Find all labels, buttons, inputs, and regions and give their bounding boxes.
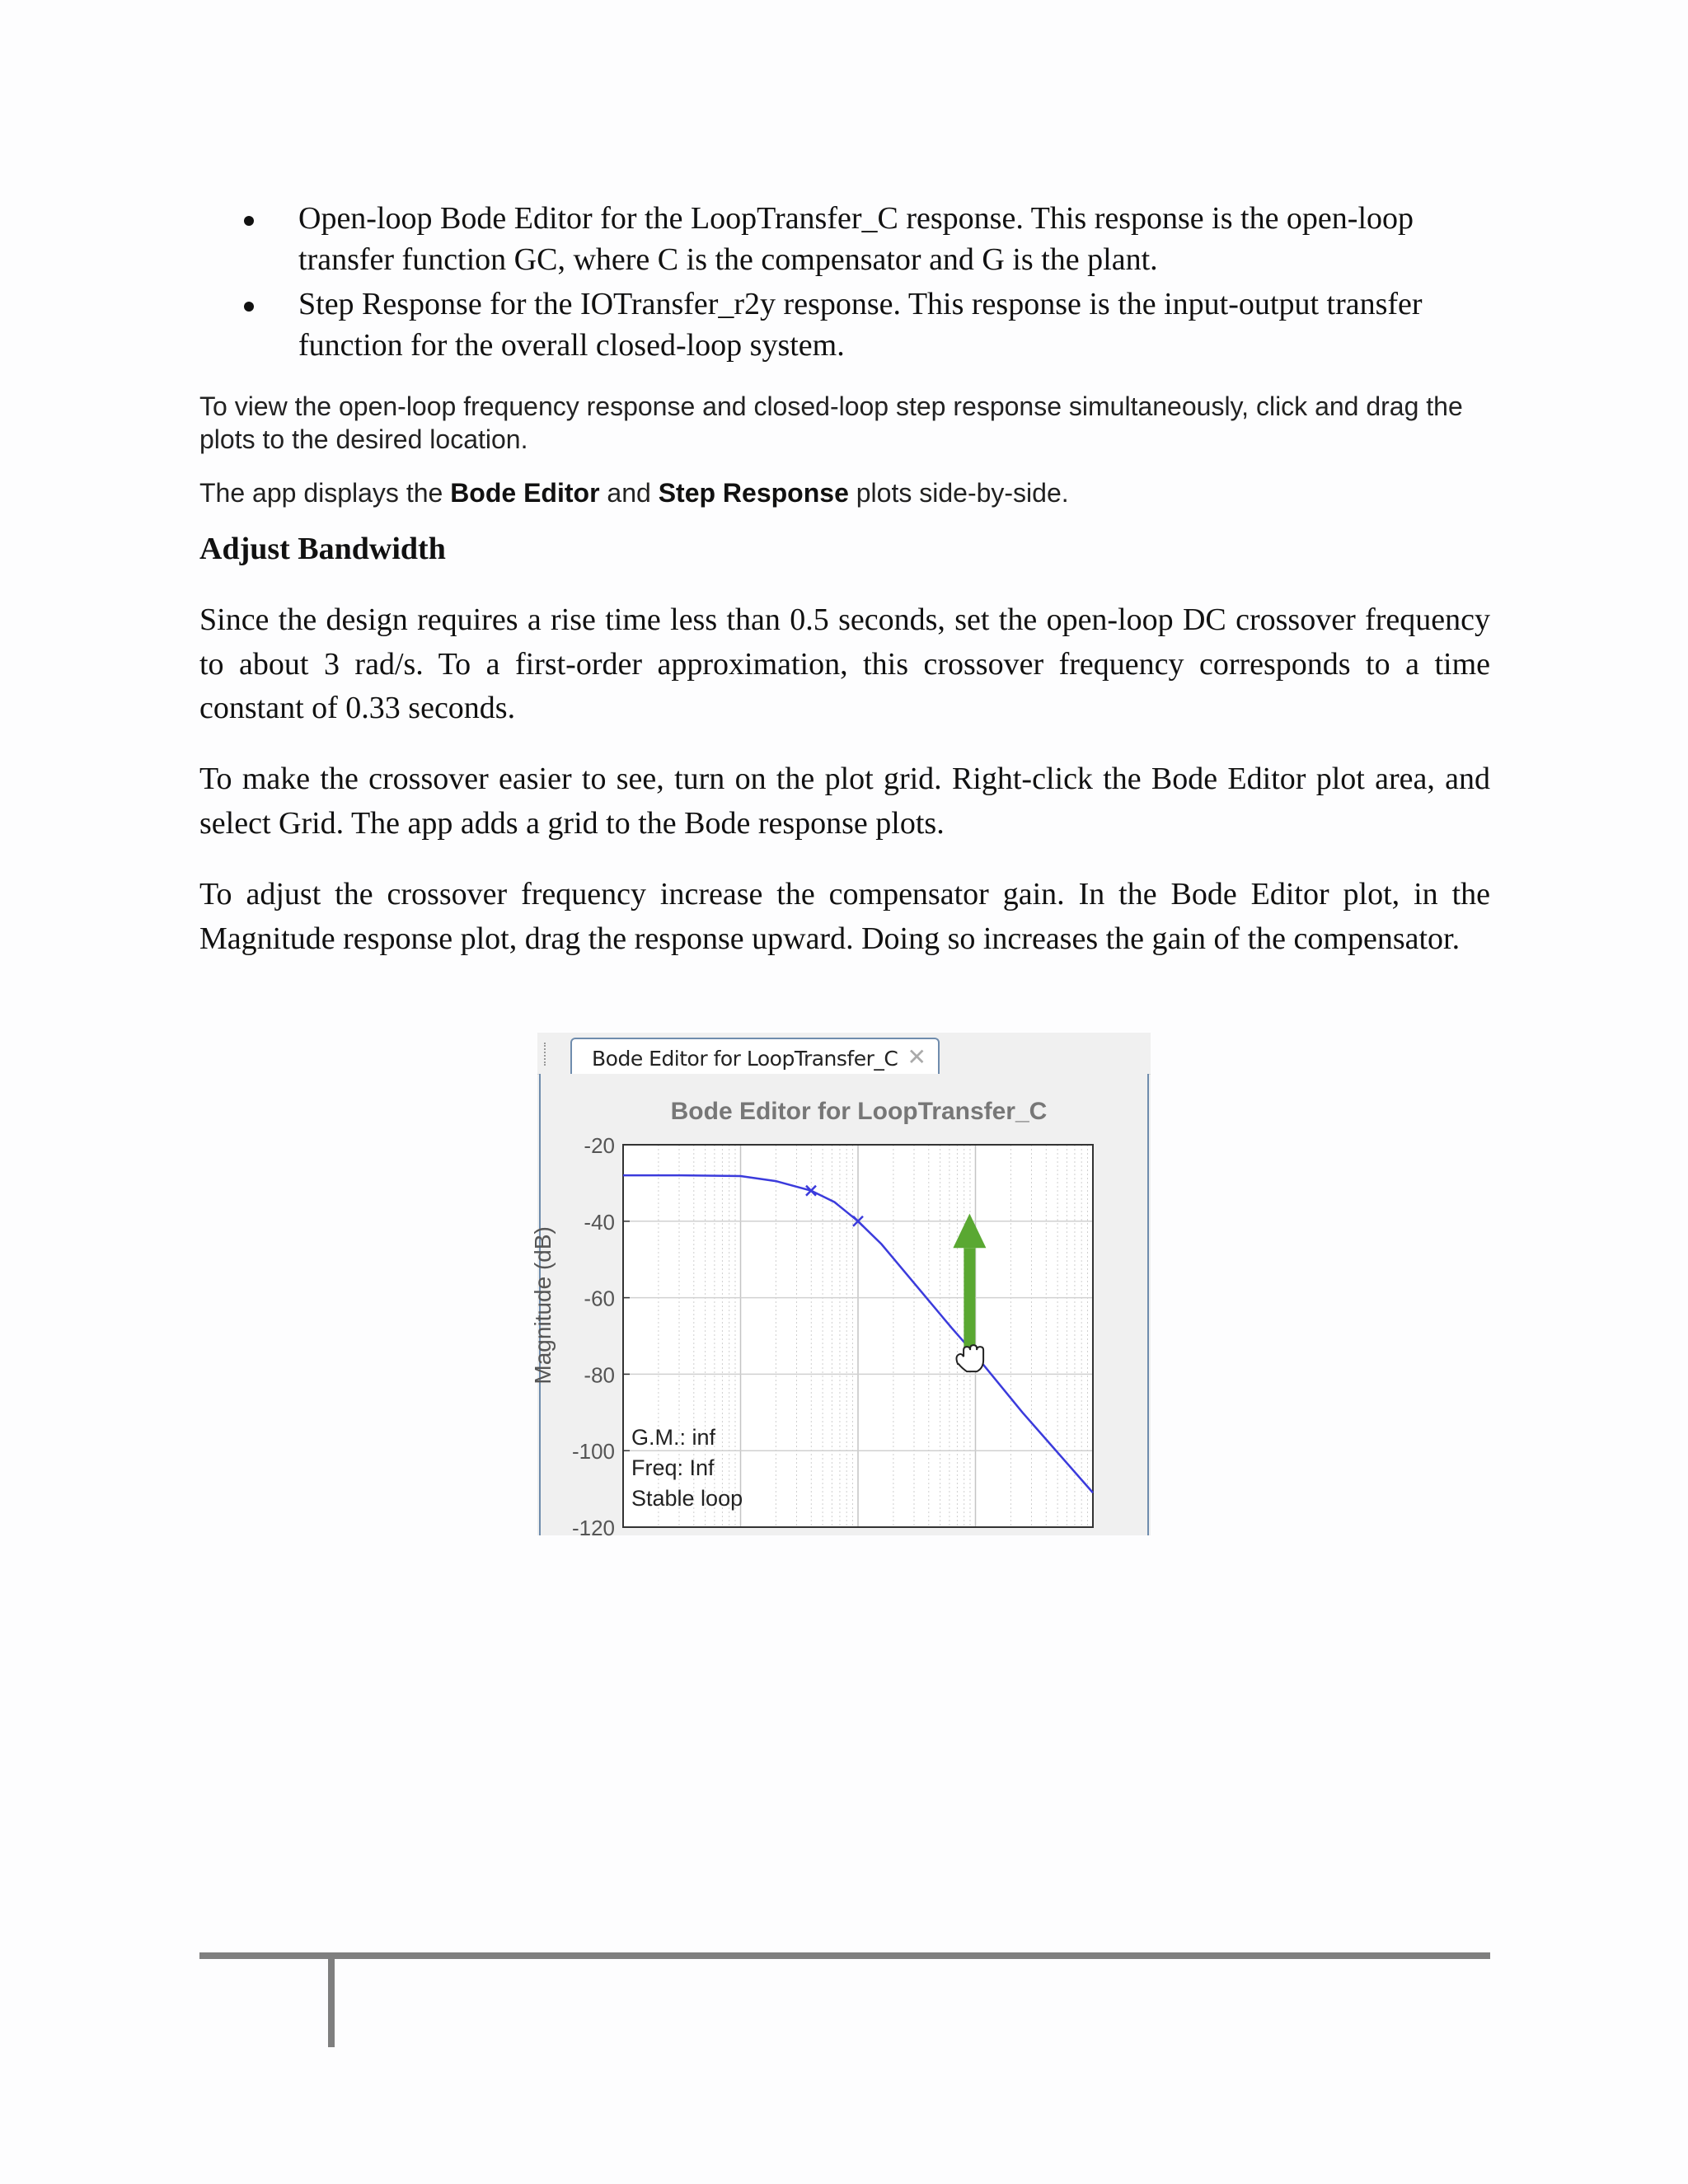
note-suffix: plots side-by-side. xyxy=(848,478,1069,508)
footer-divider xyxy=(328,1955,335,2047)
close-icon[interactable]: ✕ xyxy=(907,1043,926,1071)
paragraph-grid: To make the crossover easier to see, turn on the plot grid. Right-click the Bode Editor plot area, and select Grid. The app adds a grid to the Bode response plots. xyxy=(199,762,1490,841)
bode-plot-panel xyxy=(530,1074,1149,1540)
chart-title: Bode Editor for LoopTransfer_C xyxy=(670,1098,1048,1125)
bullet-list xyxy=(199,198,1490,369)
bode-editor-figure xyxy=(530,1033,1151,1540)
note-side-by-side xyxy=(199,476,1490,509)
paragraph-rise-time: Since the design requires a rise time less than 0.5 seconds, set the open-loop DC crossover frequency to about 3 rad/s. To a first-order approximation, this crossover frequency corresponds to a time constant of 0.33 seconds. xyxy=(199,602,1490,725)
y-tick-label: -80 xyxy=(584,1362,615,1388)
y-tick-label: -40 xyxy=(584,1209,615,1235)
y-tick-label: -120 xyxy=(571,1516,615,1540)
y-tick-labels xyxy=(572,1133,630,1540)
bullet-icon xyxy=(244,216,254,226)
y-tick-label: -60 xyxy=(584,1286,615,1311)
y-tick-label: -100 xyxy=(571,1439,615,1465)
tab-label: Bode Editor for LoopTransfer_C xyxy=(592,1047,898,1071)
note-mid: and xyxy=(599,478,659,508)
note-bold-step-response: Step Response xyxy=(658,478,849,508)
annotation-text: G.M.: inf xyxy=(631,1425,716,1451)
footer-rule xyxy=(199,1952,1490,1959)
bullet-icon xyxy=(244,302,254,312)
figure-tab-strip xyxy=(537,1033,1151,1075)
y-axis-label: Magnitude (dB) xyxy=(530,1226,556,1385)
bullet-text: Open-loop Bode Editor for the LoopTransfer_C response. This response is the open-loop transfer function GC, where C is the compensator and G is the plant. xyxy=(298,201,1414,277)
note-bold-bode-editor: Bode Editor xyxy=(450,478,600,508)
paragraph-gain: To adjust the crossover frequency increase the compensator gain. In the Bode Editor plot, in the Magnitude response plot, drag the response upward. Doing so increases the gain of the compensator. xyxy=(199,877,1490,956)
note-drag-plots: To view the open-loop frequency response and closed-loop step response simultaneously, click and drag the plots to the desired location. xyxy=(199,391,1463,454)
arrow-shaft xyxy=(964,1248,975,1347)
section-heading: Adjust Bandwidth xyxy=(199,532,446,566)
bullet-text: Step Response for the IOTransfer_r2y response. This response is the input-output transfer function for the overall closed-loop system. xyxy=(298,287,1423,363)
y-tick-label: -20 xyxy=(584,1133,615,1158)
annotation-text: Freq: Inf xyxy=(631,1455,715,1481)
tab-bode-editor[interactable] xyxy=(570,1038,940,1074)
grip-icon[interactable] xyxy=(544,1043,551,1066)
bullet-item xyxy=(199,284,1490,366)
bode-plot[interactable] xyxy=(530,1074,1152,1540)
note-prefix: The app displays the xyxy=(199,478,451,508)
bullet-item xyxy=(199,198,1490,280)
annotation-text: Stable loop xyxy=(631,1486,743,1511)
